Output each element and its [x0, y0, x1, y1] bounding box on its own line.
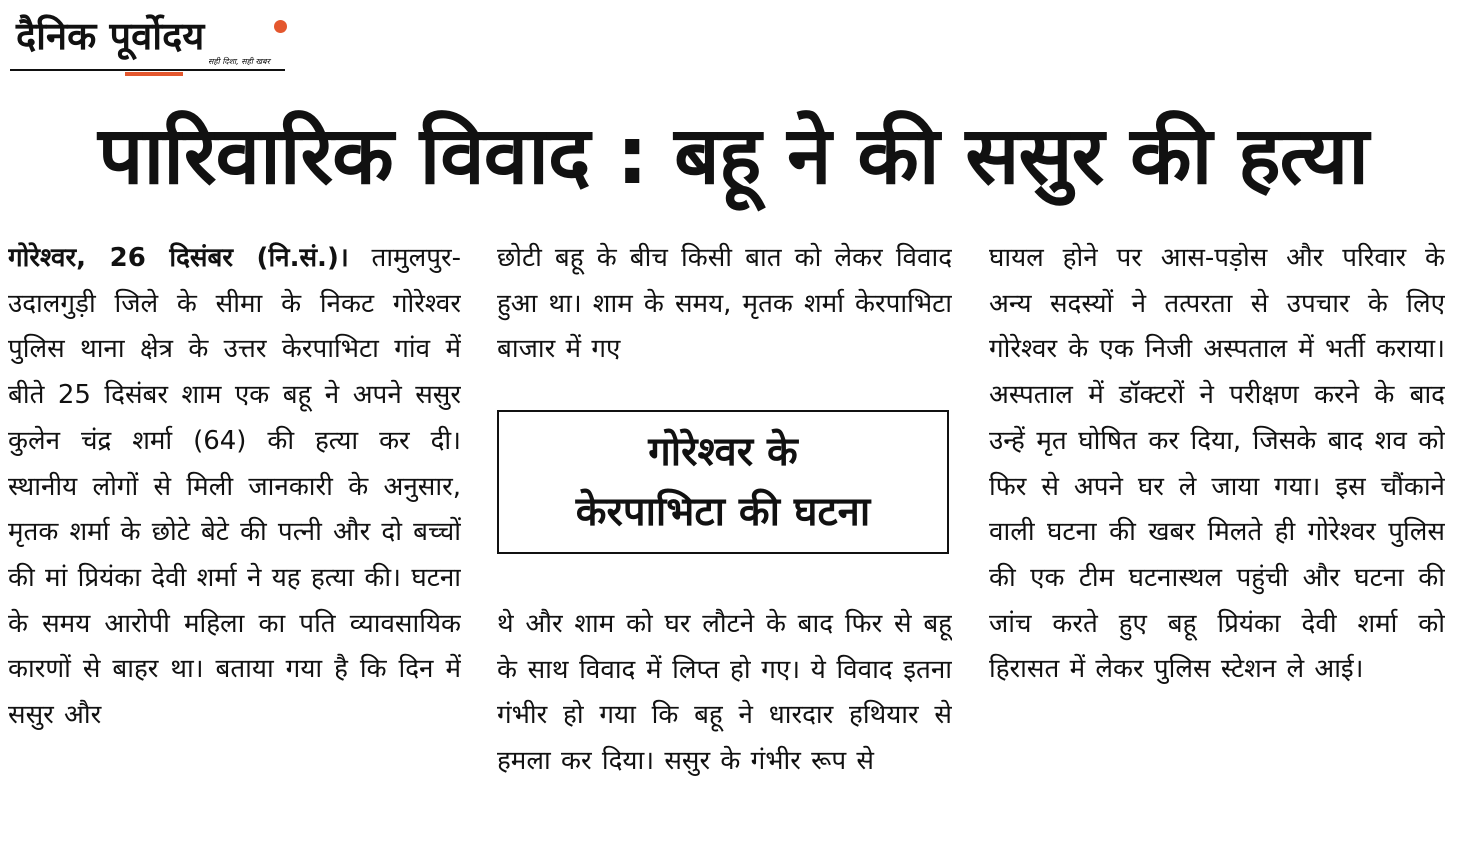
logo-dot-icon — [274, 20, 287, 33]
article-column-2-top: छोटी बहू के बीच किसी बात को लेकर विवाद हुआ था। शाम के समय, मृतक शर्मा केरपाभिटा बाजार में गए — [497, 243, 952, 365]
article-column-1 — [8, 236, 461, 836]
column-1-text: तामुलपुर-उदालगुड़ी जिले के सीमा के निकट गोरेश्वर पुलिस थाना क्षेत्र के उत्तर केरपाभिटा गांव में बीते 25 दिसंबर शाम एक बहू ने अपने ससुर कुलेन चंद्र शर्मा (64) की हत्या कर दी। स्थानीय लोगों से मिली जानकारी के अनुसार, मृतक शर्मा के छोटे बेटे की पत्नी और दो बच्चों की मां प्रियंका देवी शर्मा ने यह हत्या की। घटना के समय आरोपी महिला का पति व्यावसायिक कारणों से बाहर था। बताया गया है कि दिन में ससुर और — [8, 243, 461, 731]
headline: पारिवारिक विवाद : बहू ने की ससुर की हत्या — [98, 109, 1368, 202]
callout-line-2: केरपाभिटा की घटना — [575, 489, 871, 535]
masthead-tagline: सही दिशा, सही खबर — [208, 57, 270, 66]
newspaper-logo: दैनिक पूर्वोदय — [16, 14, 205, 58]
callout-line-1: गोरेश्वर के — [648, 429, 798, 475]
masthead — [10, 8, 285, 72]
article-column-2-bottom: थे और शाम को घर लौटने के बाद फिर से बहू के साथ विवाद में लिप्त हो गए। ये विवाद इतना गंभीर हो गया कि बहू ने धारदार हथियार से हमला कर दिया। ससुर के गंभीर रूप से — [497, 609, 952, 777]
callout-box — [497, 410, 949, 554]
masthead-rule — [10, 69, 285, 71]
dateline: गोरेश्वर, 26 दिसंबर (नि.सं.)। — [8, 243, 349, 273]
masthead-accent-bar — [125, 72, 183, 76]
article-column-3: घायल होने पर आस-पड़ोस और परिवार के अन्य सदस्यों ने तत्परता से उपचार के लिए गोरेश्वर के एक निजी अस्पताल में भर्ती कराया। अस्पताल में डॉक्टरों ने परीक्षण करने के बाद उन्हें मृत घोषित कर दिया, जिसके बाद शव को फिर से अपने घर ले जाया गया। इस चौंकाने वाली घटना की खबर मिलते ही गोरेश्वर पुलिस की एक टीम घटनास्थल पहुंची और घटना की जांच करते हुए बहू प्रियंका देवी शर्मा को हिरासत में लेकर पुलिस स्टेशन ले आई। — [989, 243, 1445, 685]
